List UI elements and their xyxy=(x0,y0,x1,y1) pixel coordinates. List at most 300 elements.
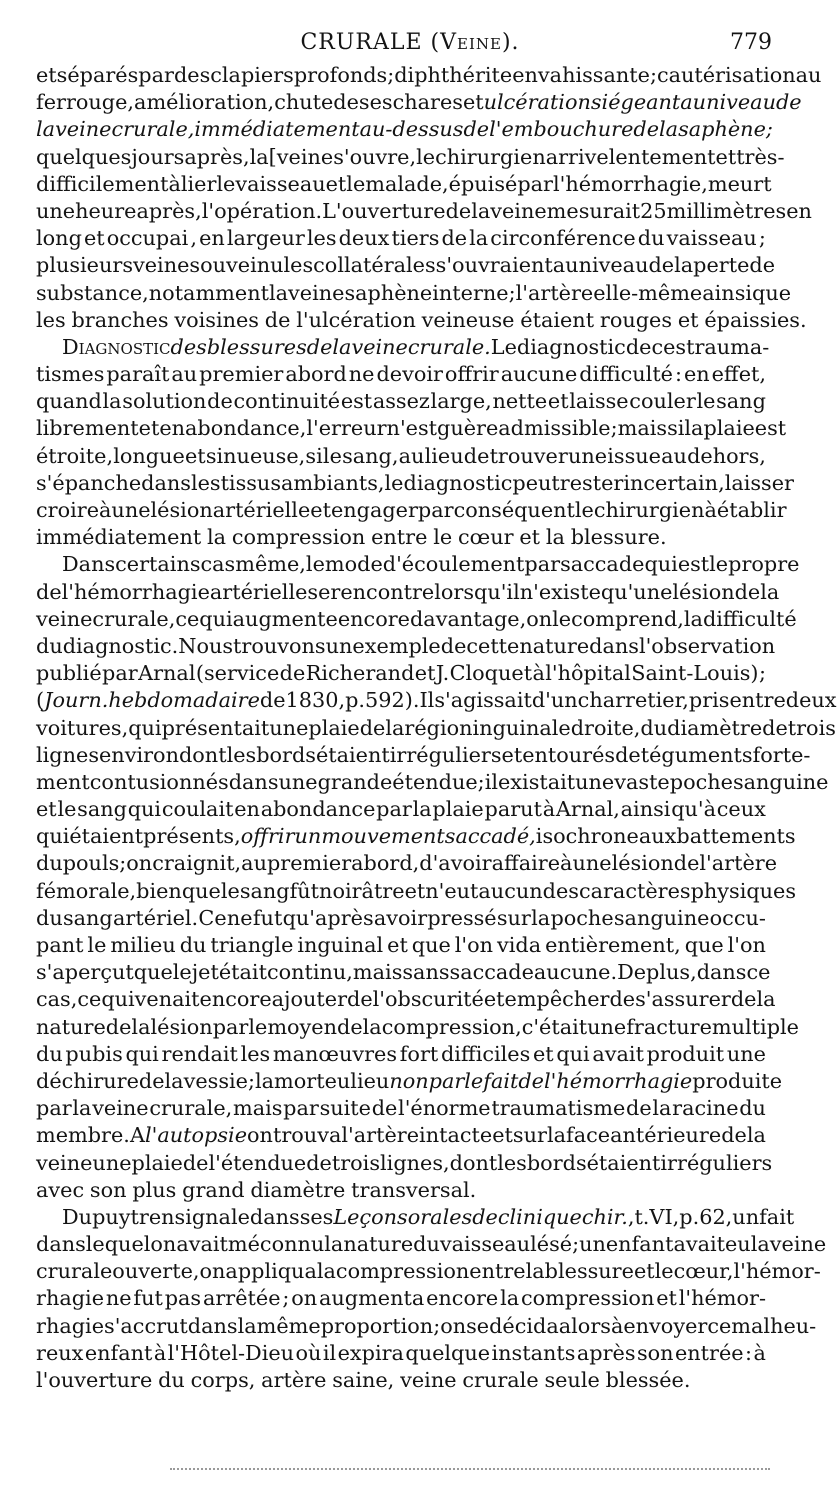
word: eu xyxy=(324,1068,351,1093)
word: le xyxy=(346,171,366,196)
word: l'hémor- xyxy=(678,1286,766,1311)
word: bien xyxy=(136,878,182,903)
word: étaient xyxy=(315,742,390,767)
word: crurale xyxy=(462,1368,539,1392)
word: veine xyxy=(288,280,345,305)
word: en xyxy=(159,416,186,441)
word: eschares xyxy=(369,90,463,115)
word: le xyxy=(433,525,453,550)
word: et xyxy=(462,90,484,115)
word: veine xyxy=(36,1150,93,1175)
word: de xyxy=(673,851,700,876)
word: après, xyxy=(184,144,250,169)
word: du xyxy=(36,633,63,658)
word: décida xyxy=(489,1313,559,1338)
word: ; xyxy=(758,661,766,686)
word: existait xyxy=(498,769,576,794)
text-line xyxy=(36,959,771,986)
word: Arnal xyxy=(138,661,196,686)
word: Cloquet xyxy=(449,661,533,686)
text-line xyxy=(36,280,792,307)
word: publié xyxy=(36,661,102,686)
word: dans xyxy=(141,470,191,495)
word: que xyxy=(133,960,173,985)
text-line xyxy=(36,1095,766,1122)
word: ambiants, xyxy=(281,470,385,495)
word: sans xyxy=(402,960,450,985)
word: la xyxy=(760,579,780,604)
word: au-dessus xyxy=(359,117,464,142)
word: trois xyxy=(331,1150,381,1175)
word: diamètre xyxy=(667,715,763,740)
text-line xyxy=(36,823,796,850)
word: qui xyxy=(101,987,135,1012)
text-line xyxy=(36,415,787,442)
word: rendait xyxy=(161,1041,238,1066)
word: que xyxy=(752,280,792,305)
word: la xyxy=(674,253,694,278)
word: vaste xyxy=(614,769,670,794)
text-line xyxy=(36,633,776,660)
word: mais xyxy=(617,416,668,441)
word: occupai xyxy=(106,226,189,251)
word: fut xyxy=(133,1286,163,1311)
word: le xyxy=(552,606,572,631)
word: le xyxy=(57,797,77,822)
word: une xyxy=(575,769,615,794)
word: forte- xyxy=(752,742,811,767)
word: difficulté xyxy=(579,362,673,387)
word: l'énorme xyxy=(398,1096,491,1121)
word: étaient xyxy=(520,307,595,332)
word: de xyxy=(609,987,636,1012)
word: de xyxy=(306,1150,332,1175)
word: du xyxy=(640,715,668,740)
word: offrir xyxy=(444,362,499,387)
word: ; xyxy=(247,1068,255,1093)
word: mort xyxy=(274,1068,325,1093)
word: de xyxy=(182,1150,209,1175)
word: craignit, xyxy=(152,851,242,876)
word: la xyxy=(746,1123,766,1148)
word: jours xyxy=(131,144,185,169)
word: nette xyxy=(492,389,548,414)
word: qui xyxy=(199,606,233,631)
word: coulait xyxy=(161,797,234,822)
word: ; xyxy=(508,280,516,305)
word: son xyxy=(89,1177,127,1202)
word: malade, xyxy=(365,171,449,196)
word: l'artère xyxy=(341,1123,420,1148)
word: , xyxy=(190,226,197,251)
word: à xyxy=(542,797,556,822)
word: solution xyxy=(122,389,207,414)
word: vaisseau xyxy=(666,226,757,251)
text-line xyxy=(36,606,797,633)
word: l'hôpital xyxy=(545,661,631,686)
text-line xyxy=(36,62,822,89)
word: propre xyxy=(728,552,800,577)
word: Il xyxy=(419,688,435,713)
word: fut xyxy=(252,905,283,930)
bottom-rule xyxy=(170,1468,770,1473)
word: ulcération xyxy=(483,90,591,115)
word: de xyxy=(615,742,641,767)
text-line xyxy=(36,252,776,279)
word: par xyxy=(524,552,561,577)
word: veines xyxy=(133,253,201,278)
word: sanguine xyxy=(732,769,829,794)
word: entre xyxy=(371,525,428,550)
word: pas xyxy=(164,1286,202,1311)
word: par xyxy=(102,661,138,686)
word: interne xyxy=(432,280,509,305)
word: et xyxy=(633,1259,655,1284)
word: la xyxy=(659,117,679,142)
word: plaie xyxy=(131,1150,183,1175)
word: la xyxy=(268,280,289,305)
word: L'ouverture xyxy=(322,198,446,223)
text-line xyxy=(36,1150,773,1177)
word: cœur xyxy=(458,525,514,550)
word: blessures xyxy=(206,334,307,359)
word: sur xyxy=(512,1123,547,1148)
word: veine xyxy=(769,1232,827,1257)
word: tiers xyxy=(391,226,440,251)
word: membre. xyxy=(36,1123,130,1148)
word: une xyxy=(572,851,612,876)
word: laisse xyxy=(569,389,629,414)
word: la xyxy=(102,389,122,414)
word: peut xyxy=(512,470,560,495)
word: ; xyxy=(477,769,485,794)
word: premier xyxy=(199,362,284,387)
text-line xyxy=(36,742,811,769)
word: plaie xyxy=(432,797,484,822)
word: de xyxy=(775,90,802,115)
text-line xyxy=(36,1231,827,1258)
word: la xyxy=(131,1014,151,1039)
text-line xyxy=(36,769,829,796)
word: chir., xyxy=(581,1204,635,1229)
word: se xyxy=(466,1313,490,1338)
word: artériel. xyxy=(113,905,199,930)
text-line xyxy=(36,1367,766,1394)
word: triangle xyxy=(210,933,294,957)
word: était xyxy=(218,960,267,985)
word: et xyxy=(325,171,347,196)
word: le xyxy=(709,552,729,577)
word: [veine xyxy=(268,144,334,169)
text-line xyxy=(36,932,766,959)
word: s'aperçut xyxy=(36,960,134,985)
word: son xyxy=(636,1340,674,1365)
word: qu'après xyxy=(282,905,374,930)
word: l'erreur xyxy=(306,416,387,441)
text-line xyxy=(36,796,766,823)
word: ouverte, xyxy=(112,1259,200,1284)
text-line xyxy=(36,1122,766,1149)
word: de xyxy=(445,198,472,223)
word: veine xyxy=(351,334,408,359)
word: Dupuytren xyxy=(62,1204,175,1229)
word: crurale, xyxy=(92,606,176,631)
word: de xyxy=(518,1068,544,1093)
word: qui xyxy=(36,824,70,849)
word: irréguliers xyxy=(389,742,502,767)
word: davantage, xyxy=(409,606,527,631)
word: présentait xyxy=(161,715,270,740)
word: en xyxy=(786,198,812,223)
word: compression, xyxy=(381,1014,522,1039)
word: ne xyxy=(348,362,375,387)
text-line xyxy=(36,361,766,388)
word: immédiatement xyxy=(194,117,360,142)
word: après xyxy=(576,1340,636,1365)
word: à xyxy=(532,661,545,686)
word: expira xyxy=(337,1340,404,1365)
word: les xyxy=(226,742,257,767)
word: offrir xyxy=(240,824,295,849)
word: au xyxy=(398,443,425,468)
text-line xyxy=(36,524,766,551)
word: et xyxy=(36,63,57,87)
word: traumatisme xyxy=(491,1096,626,1121)
text-line xyxy=(36,986,776,1013)
word: crurale, xyxy=(111,117,195,142)
word: difficulté xyxy=(702,606,797,631)
word: n'eut xyxy=(425,878,479,903)
word: lieu xyxy=(424,443,464,468)
word: un xyxy=(579,1232,606,1257)
word: 1830, xyxy=(285,688,346,713)
word: dans xyxy=(589,633,639,658)
word: l'on xyxy=(454,933,494,957)
word: en xyxy=(683,362,710,387)
text-line xyxy=(36,1258,821,1285)
word: crurale, xyxy=(149,1096,233,1121)
text-line xyxy=(36,660,766,687)
word: l'autopsie xyxy=(145,1123,247,1148)
word: présents, xyxy=(143,824,241,849)
word: bords xyxy=(526,1150,587,1175)
word: après, xyxy=(136,198,202,223)
word: à xyxy=(153,1340,167,1365)
word: est xyxy=(340,389,373,414)
word: ce xyxy=(746,960,771,985)
word: cette xyxy=(466,633,520,658)
word: pant xyxy=(36,933,84,957)
word: plaie xyxy=(308,715,360,740)
word: ainsi xyxy=(620,797,671,822)
word: rouges xyxy=(599,307,673,332)
word: de xyxy=(207,389,233,414)
word: vaisseau xyxy=(439,1232,531,1257)
word: la xyxy=(531,905,551,930)
word: malheu- xyxy=(731,1313,817,1338)
word: par xyxy=(138,63,174,87)
word: le xyxy=(220,878,240,903)
word: encore xyxy=(426,1286,499,1311)
word: diagnostic xyxy=(403,470,513,495)
word: une xyxy=(269,715,309,740)
word: la xyxy=(164,1068,184,1093)
word: isochrone xyxy=(535,824,639,849)
word: abord xyxy=(285,362,347,387)
word: le xyxy=(384,470,404,495)
word: en xyxy=(234,797,260,822)
word: la xyxy=(207,525,227,550)
word: étaient xyxy=(69,824,144,849)
word: s'agissait xyxy=(434,688,532,713)
word: encore xyxy=(199,987,272,1012)
word: branches xyxy=(71,307,169,332)
word: au xyxy=(241,851,267,876)
text-line xyxy=(36,1313,817,1340)
word: veine xyxy=(400,1368,457,1392)
word: du xyxy=(36,1041,63,1066)
word: l'obscurité xyxy=(372,987,484,1012)
word: voitures, xyxy=(36,715,129,740)
word: niveau xyxy=(706,90,776,115)
word: le xyxy=(654,1259,674,1284)
word: grande xyxy=(317,769,393,794)
word: deux xyxy=(338,226,390,251)
word: blessure xyxy=(544,1259,634,1284)
word: ce xyxy=(707,1313,732,1338)
word: un xyxy=(325,633,353,658)
word: : xyxy=(745,1340,753,1365)
word: à xyxy=(99,498,112,522)
word: d'un xyxy=(531,688,578,713)
word: le xyxy=(322,443,342,468)
word: et xyxy=(492,1123,513,1148)
word: de xyxy=(625,334,652,359)
word: arrive xyxy=(545,144,609,169)
word: par xyxy=(212,1014,249,1039)
word: rhagie xyxy=(36,1286,105,1311)
word: augmente xyxy=(232,606,338,631)
word: sang xyxy=(77,797,127,822)
word: aucune xyxy=(500,362,578,387)
word: longue xyxy=(113,443,185,468)
word: un xyxy=(732,1204,760,1229)
word: quand xyxy=(36,389,102,414)
word: et xyxy=(715,144,737,169)
word: issue xyxy=(607,443,661,468)
word: qui xyxy=(128,715,162,740)
word: de xyxy=(138,1068,165,1093)
word: c'était xyxy=(521,1014,588,1039)
word: t. xyxy=(634,1204,650,1229)
word: continuité xyxy=(233,389,341,414)
word: appliqua xyxy=(225,1259,317,1284)
word: diagnostic xyxy=(516,334,626,359)
word: noirâtre xyxy=(319,878,405,903)
word: ajouter xyxy=(271,987,348,1012)
word: de xyxy=(306,334,333,359)
word: inguinal xyxy=(297,933,384,957)
word: nature xyxy=(519,633,590,658)
word: lignes, xyxy=(380,1150,450,1175)
word: la xyxy=(469,226,489,251)
word: lentement xyxy=(608,144,716,169)
word: s'assurer xyxy=(635,987,731,1012)
word: on xyxy=(440,1313,467,1338)
word: fer xyxy=(36,90,66,115)
text-line xyxy=(36,1177,766,1204)
running-header xyxy=(40,30,780,60)
word: artérielle xyxy=(209,579,308,604)
word: établir xyxy=(716,498,787,522)
word: et xyxy=(83,226,105,251)
word: de xyxy=(463,117,490,142)
word: plus, xyxy=(646,960,697,985)
word: de xyxy=(472,1204,498,1229)
word: on xyxy=(150,1232,177,1257)
word: p. xyxy=(345,688,366,713)
page-number: 779 xyxy=(730,30,772,55)
word: du xyxy=(158,1368,185,1392)
word: on xyxy=(126,851,153,876)
text-line xyxy=(36,198,812,225)
word: la xyxy=(316,1259,336,1284)
word: 25 xyxy=(640,198,667,223)
word: à xyxy=(753,1340,766,1365)
word: le xyxy=(464,1068,484,1093)
word: rhagie xyxy=(36,1313,105,1338)
word: dehors, xyxy=(687,443,766,468)
word: des xyxy=(173,63,211,87)
word: au xyxy=(680,90,707,115)
word: 592). xyxy=(365,688,420,713)
word: pubis xyxy=(65,1041,123,1066)
word: de xyxy=(359,715,386,740)
word: blessée. xyxy=(605,1368,691,1392)
word: de xyxy=(337,1014,363,1039)
word: une xyxy=(111,498,151,522)
word: n'est xyxy=(386,416,437,441)
word: la xyxy=(412,797,432,822)
word: meurt xyxy=(707,171,772,196)
word: avait xyxy=(673,1232,725,1257)
text-line xyxy=(36,443,766,470)
word: chirurgien xyxy=(435,144,546,169)
word: que xyxy=(181,878,221,903)
word: très- xyxy=(736,144,785,169)
word: des xyxy=(333,90,370,115)
word: sang, xyxy=(342,443,399,468)
word: proportion xyxy=(320,1313,434,1338)
word: transversal. xyxy=(351,1177,477,1202)
text-line xyxy=(36,1014,799,1041)
word: que xyxy=(684,933,724,957)
word: mais xyxy=(352,960,403,985)
word: crurale. xyxy=(407,334,491,359)
text-line xyxy=(36,551,800,578)
word: trauma- xyxy=(686,334,770,359)
word: veineuse xyxy=(421,307,515,332)
word: et xyxy=(404,878,426,903)
word: par xyxy=(376,797,412,822)
word: chute xyxy=(274,90,334,115)
word: l'embouchure xyxy=(489,117,634,142)
word: la xyxy=(324,1232,344,1257)
word: de xyxy=(36,579,62,604)
word: poche xyxy=(669,769,733,794)
word: contusionnés xyxy=(89,769,229,794)
word: trouver xyxy=(489,443,568,468)
